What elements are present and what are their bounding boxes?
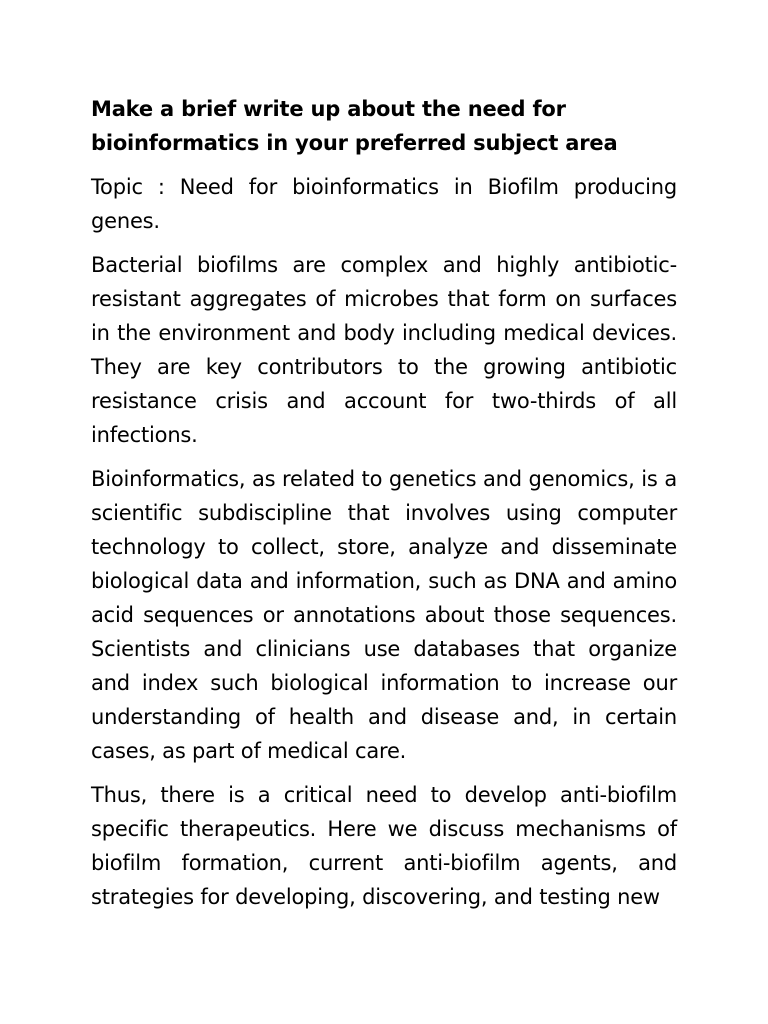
bioinformatics-paragraph: Bioinformatics, as related to genetics and genomics, is a scientific subdiscipline that involves using computer technology to collect, store, analyze and disseminate biological data and information, such as DNA and amino acid sequences or annotations about those sequences. Scientists and clinicians use databases that organize and index such biological information to increase our understanding of health and disease and, in certain cases, as part of medical care. xyxy=(91,467,677,763)
biofilm-paragraph: Bacterial biofilms are complex and highly antibiotic-resistant aggregates of microbes that form on surfaces in the environment and body including medical devices. They are key contributors to the growing antibiotic resistance crisis and account for two-thirds of all infections. xyxy=(91,253,677,447)
document-heading: Make a brief write up about the need for bioinformatics in your preferred subject area xyxy=(91,97,618,155)
topic-paragraph: Topic : Need for bioinformatics in Biofilm producing genes. xyxy=(91,175,677,233)
conclusion-paragraph: Thus, there is a critical need to develop anti-biofilm specific therapeutics. Here we discuss mechanisms of biofilm formation, current anti-biofilm agents, and strategies for developing, discovering, and testing new xyxy=(91,783,677,909)
